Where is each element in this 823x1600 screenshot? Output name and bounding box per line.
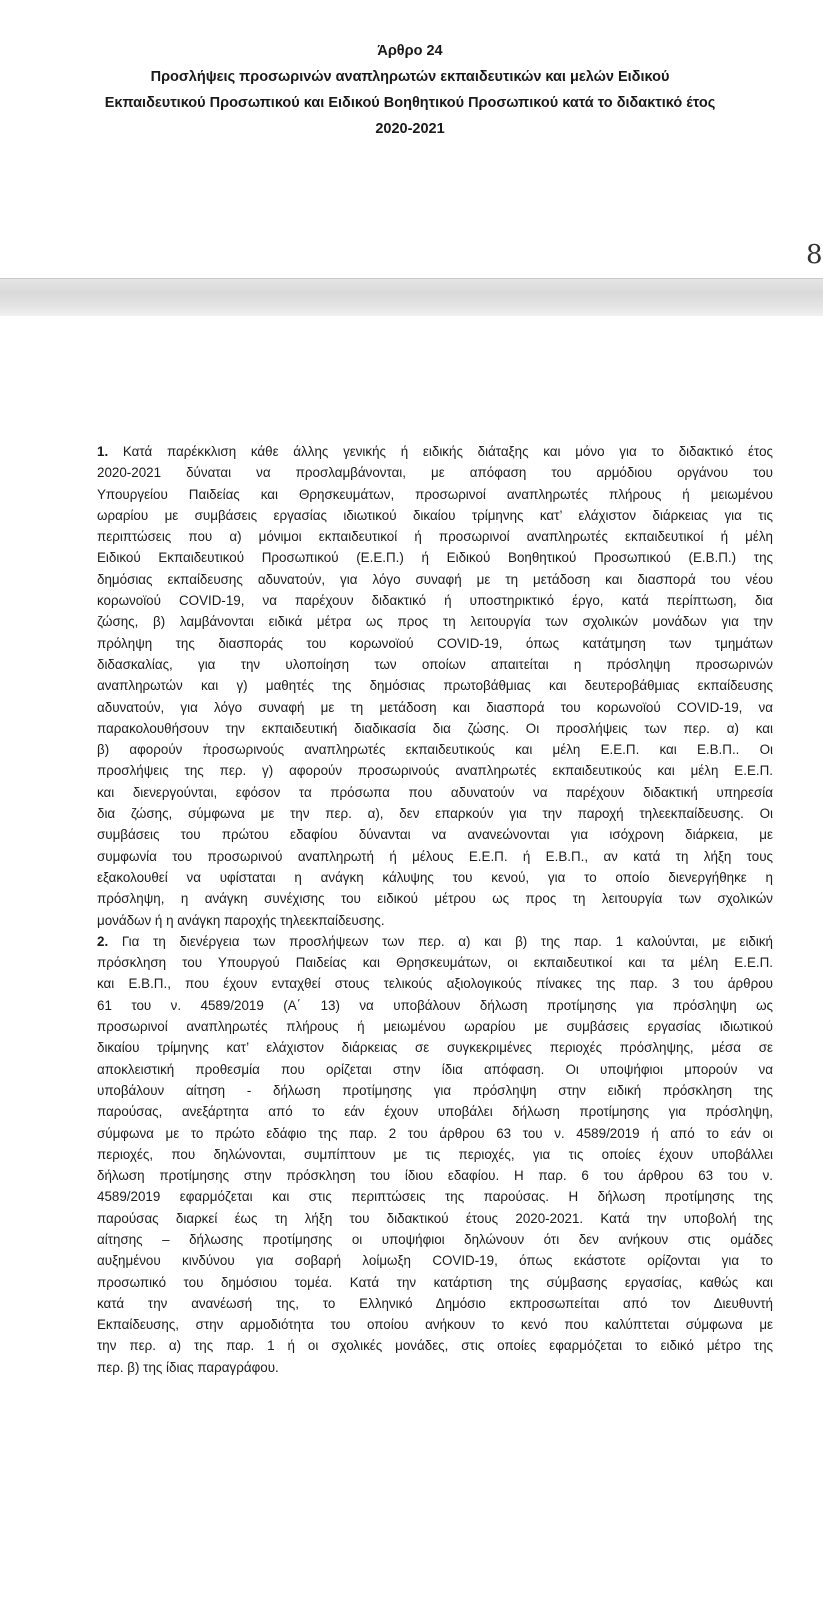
paragraph-line: δήλωση προτίμησης στην πρόσκληση του ίδιου εδαφίου. Η παρ. 6 του άρθρου 63 του ν. bbox=[97, 1168, 773, 1184]
paragraph-number: 2. bbox=[97, 933, 109, 949]
paragraph-line: 2020-2021 δύναται να προσλαμβάνονται, με απόφαση του αρμόδιου οργάνου του bbox=[97, 465, 773, 481]
article-title-line-2: Εκπαιδευτικού Προσωπικού και Ειδικού Βοηθητικού Προσωπικού κατά το διδακτικό έτος bbox=[104, 95, 716, 111]
paragraph-2 bbox=[97, 931, 773, 1378]
paragraph-line: την περ. α) της παρ. 1 ή οι σχολικές μονάδες, στις οποίες εφαρμόζεται το ειδικό μέτρο της bbox=[97, 1338, 773, 1354]
paragraph-line: και Ε.Β.Π., που έχουν ενταχθεί στους τελικούς αξιολογικούς πίνακες της παρ. 3 του άρθρου bbox=[97, 976, 773, 992]
paragraph-line: δια ζώσης, σύμφωνα με την περ. α), δεν επαρκούν για την παροχή τηλεεκπαίδευσης. Οι bbox=[97, 806, 773, 822]
article-title-line-1: Προσλήψεις προσωρινών αναπληρωτών εκπαιδευτικών και μελών Ειδικού bbox=[150, 69, 670, 85]
paragraph-text: Κατά παρέκκλιση κάθε άλλης γενικής ή ειδικής διάταξης και μόνο για το διδακτικό έτος bbox=[108, 444, 773, 459]
paragraph-line: αίτησης – δήλωσης προτίμησης οι υποψήφιοι δηλώνουν ότι δεν ανήκουν στις ομάδες bbox=[97, 1231, 773, 1247]
paragraph-line: κορωνοϊού COVID-19, να παρέχουν διδακτικό ή υποστηρικτικό έργο, κατά περίπτωση, δια bbox=[97, 593, 773, 609]
paragraph-line: παρούσας διαρκεί έως τη λήξη του διδακτικού έτους 2020-2021. Κατά την υποβολή της bbox=[97, 1210, 773, 1226]
document-page-top bbox=[0, 0, 823, 278]
paragraph-line: Υπουργείου Παιδείας και Θρησκευμάτων, προσωρινοί αναπληρωτές πλήρους ή μειωμένου bbox=[97, 486, 773, 502]
paragraph-line bbox=[97, 441, 773, 462]
paragraph-line: και διενεργούνται, εφόσον τα πρόσωπα που αδυνατούν να παρέχουν διδακτική υπηρεσία bbox=[97, 784, 773, 800]
paragraph-line: ωραρίου με συμβάσεις εργασίας ιδιωτικού δικαίου τρίμηνης κατ’ ελάχιστον διάρκειας για τις bbox=[97, 507, 773, 523]
paragraph-line: αδυνατούν, για λόγο συναφή με τη μετάδοση και διασπορά του κορωνοϊού COVID-19, να bbox=[97, 699, 773, 715]
paragraph-line: υποβάλουν αίτηση - δήλωση προτίμησης για πρόσληψη στην ειδική πρόσκληση της bbox=[97, 1082, 773, 1098]
article-body bbox=[97, 441, 773, 1378]
paragraph-line: συμφωνία του προσωρινού αναπληρωτή ή μέλους Ε.Ε.Π. ή Ε.Β.Π., αν κατά τη λήξη τους bbox=[97, 848, 773, 864]
paragraph-line: β) αφορούν προσωρινούς αναπληρωτές εκπαιδευτικούς και μέλη Ε.Ε.Π. και Ε.Β.Π.. Οι bbox=[97, 742, 773, 758]
paragraph-line: διδασκαλίας, για την υλοποίηση των οποίων απαιτείται η πρόσληψη προσωρινών bbox=[97, 656, 773, 672]
paragraph-line: Ειδικού Εκπαιδευτικού Προσωπικού (Ε.Ε.Π.) ή Ειδικού Βοηθητικού Προσωπικού (Ε.Β.Π.) της bbox=[97, 550, 773, 566]
paragraph-line: πρόσληψη, η ανάγκη συνέχισης του ειδικού μέτρου ως προς τη λειτουργία των σχολικών bbox=[97, 891, 773, 907]
page-separator bbox=[0, 278, 823, 317]
paragraph-text: Για τη διενέργεια των προσλήψεων των περ. α) και β) της παρ. 1 καλούνται, με ειδική bbox=[108, 933, 773, 949]
paragraph-line: εξακολουθεί να υφίσταται η ανάγκη κάλυψης του κενού, για το οποίο διενεργήθηκε η bbox=[97, 869, 773, 885]
paragraph-line: κατά την ανανέωσή της, το Ελληνικό Δημόσιο εκπροσωπείται από τον Διευθυντή bbox=[97, 1295, 773, 1311]
paragraph-line: περιπτώσεις που α) μόνιμοι εκπαιδευτικοί ή προσωρινοί αναπληρωτές εκπαιδευτικοί ή μέλη bbox=[97, 529, 773, 545]
article-title-line-3: 2020-2021 bbox=[375, 121, 445, 137]
paragraph-line bbox=[97, 931, 773, 952]
paragraph-line: δημόσιας εκπαίδευσης αδυνατούν, για λόγο συναφή με τη μετάδοση και διασπορά του νέου bbox=[97, 571, 773, 587]
paragraph-line: περ. β) της ίδιας παραγράφου. bbox=[97, 1359, 279, 1375]
paragraph-line: σύμφωνα με το πρώτο εδάφιο της παρ. 2 του άρθρου 63 του ν. 4589/2019 ή από το εάν οι bbox=[97, 1125, 773, 1141]
paragraph-line: ζώσης, β) λαμβάνονται ειδικά μέτρα ως προς τη λειτουργία των σχολικών μονάδων για την bbox=[97, 614, 773, 630]
paragraph-line: προσωρινοί αναπληρωτές πλήρους ή μειωμένου ωραρίου με συμβάσεις εργασίας ιδιωτικού bbox=[97, 1019, 773, 1035]
paragraph-line: περιοχές, που δηλώνονται, συμπίπτουν με τις περιοχές, για τις οποίες έχουν υποβάλλει bbox=[97, 1146, 773, 1162]
paragraph-line: προσλήψεις της περ. γ) αφορούν προσωρινούς αναπληρωτές εκπαιδευτικούς και μέλη Ε.Ε.Π. bbox=[97, 763, 773, 779]
paragraph-line: παρακολουθήσουν την εκπαιδευτική διαδικασία δια ζώσης. Οι προσλήψεις των περ. α) και bbox=[97, 720, 773, 736]
paragraph-1 bbox=[97, 441, 773, 931]
paragraph-line: προσωπικό του δημόσιου τομέα. Κατά την κατάρτιση της σύμβασης εργασίας, καθώς και bbox=[97, 1274, 773, 1290]
paragraph-line: δικαίου τρίμηνης κατ’ ελάχιστον διάρκειας σε συγκεκριμένες περιοχές πρόσληψης, μέσα σε bbox=[97, 1040, 773, 1056]
paragraph-line: αποκλειστική προθεσμία που ορίζεται στην ίδια απόφαση. Οι υποψήφιοι μπορούν να bbox=[97, 1061, 773, 1077]
paragraph-line: αναπληρωτών και γ) μαθητές της δημόσιας πρωτοβάθμιας και δευτεροβάθμιας εκπαίδευσης bbox=[97, 678, 773, 694]
paragraph-line: αυξημένου κινδύνου για σοβαρή λοίμωξη COVID-19, όπως εκάστοτε ορίζονται για το bbox=[97, 1253, 773, 1269]
page-number-partial: 8 bbox=[806, 240, 823, 270]
paragraph-line: παρούσας, ανεξάρτητα από το εάν έχουν υποβάλει δήλωση προτίμησης για πρόσληψη, bbox=[97, 1104, 773, 1120]
paragraph-number: 1. bbox=[97, 444, 109, 459]
paragraph-line: 4589/2019 εφαρμόζεται και στις περιπτώσεις της παρούσας. Η δήλωση προτίμησης της bbox=[97, 1189, 773, 1205]
paragraph-line: μονάδων ή η ανάγκη παροχής τηλεεκπαίδευσης. bbox=[97, 912, 385, 928]
paragraph-line: συμβάσεις του πρώτου εδαφίου δύνανται να ανανεώνονται για ισόχρονη διάρκεια, με bbox=[97, 827, 773, 843]
article-header bbox=[60, 38, 760, 142]
paragraph-line: Εκπαίδευσης, στην αρμοδιότητα του οποίου ανήκουν το κενό που καλύπτεται σύμφωνα με bbox=[97, 1317, 773, 1333]
paragraph-line: 61 του ν. 4589/2019 (Α΄ 13) να υποβάλουν δήλωση προτίμησης για πρόσληψη ως bbox=[97, 997, 773, 1013]
article-number: Άρθρο 24 bbox=[377, 43, 443, 59]
paragraph-line: πρόληψη της διασποράς του κορωνοϊού COVID-19, όπως κατάτμηση των τμημάτων bbox=[97, 635, 773, 651]
paragraph-line: πρόσκληση του Υπουργού Παιδείας και Θρησκευμάτων, οι εκπαιδευτικοί και τα μέλη Ε.Ε.Π. bbox=[97, 955, 773, 971]
